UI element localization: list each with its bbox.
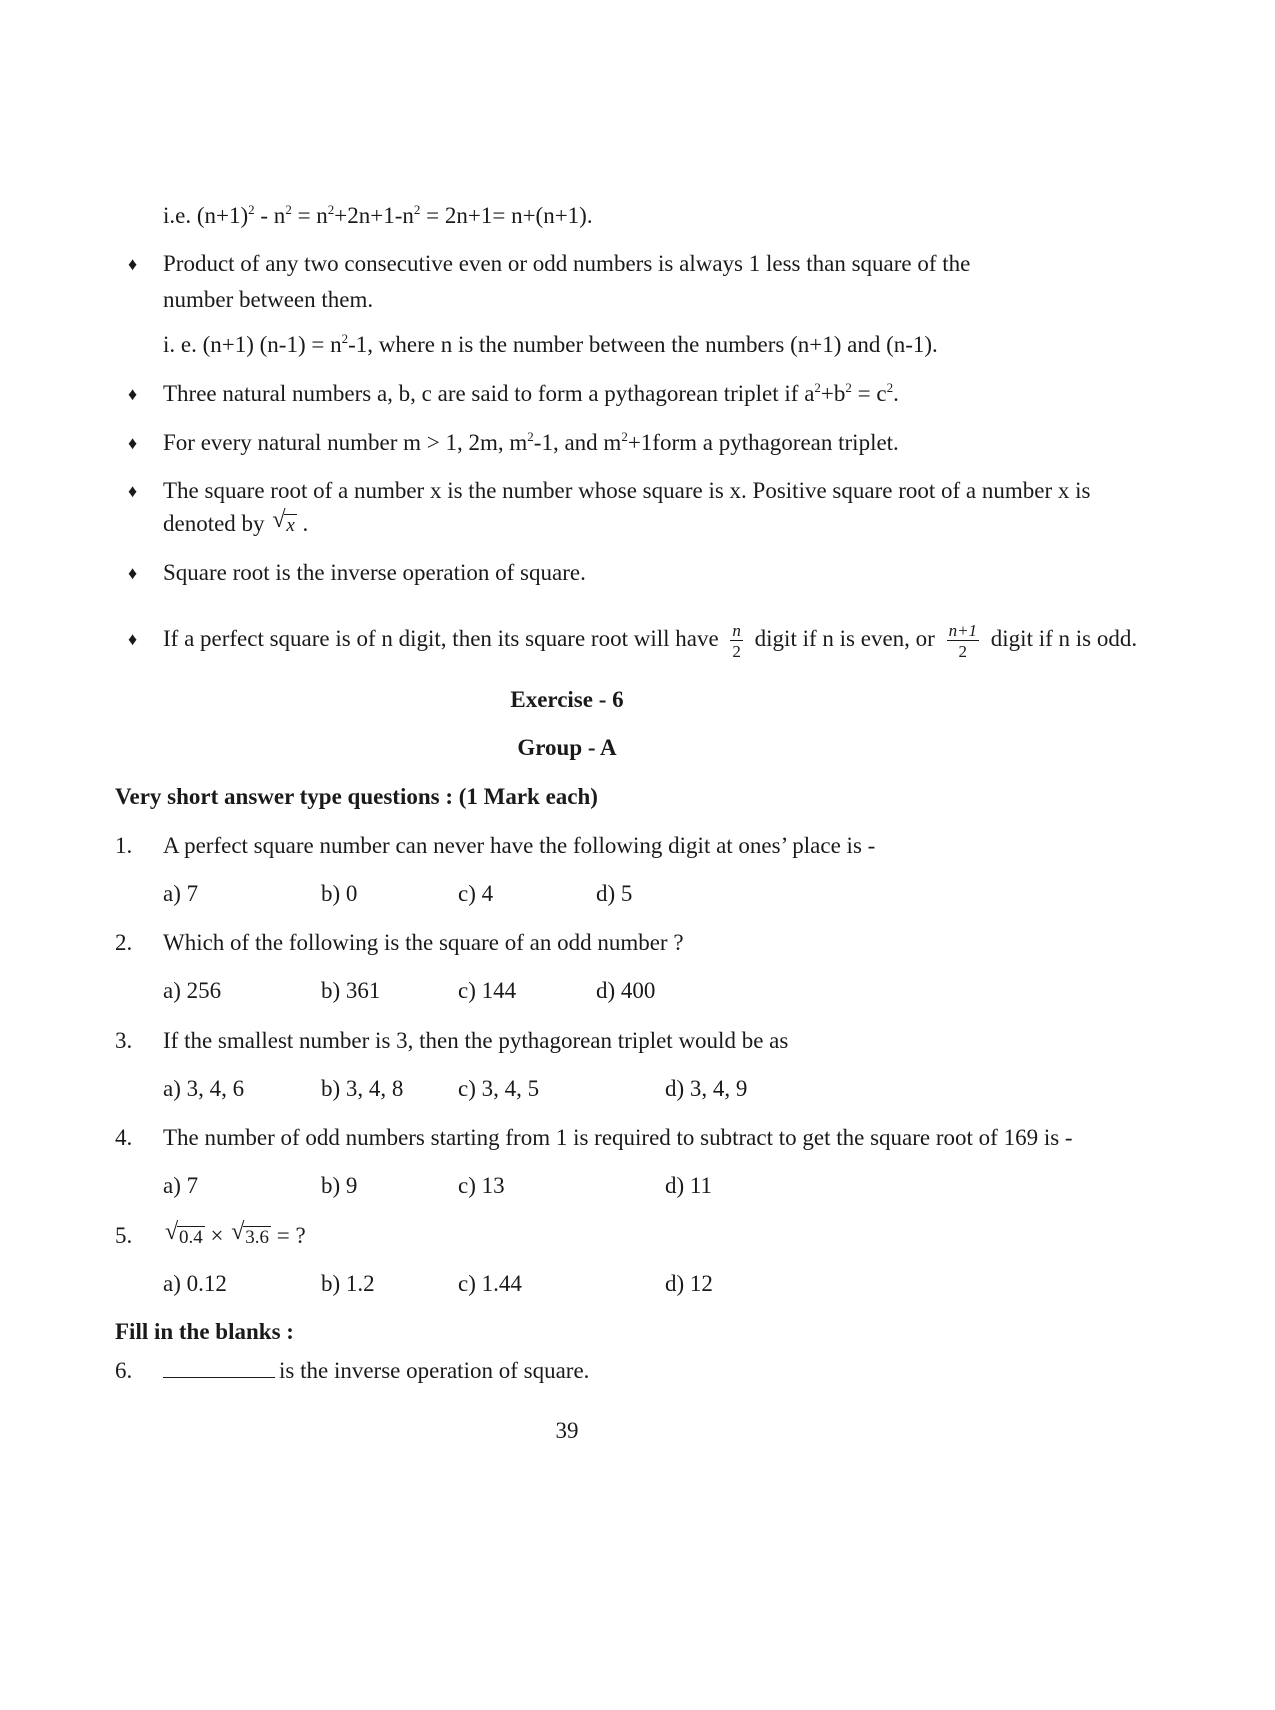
bullet-icon: ♦ bbox=[128, 433, 138, 453]
bullet-icon: ♦ bbox=[128, 254, 138, 274]
option-c: c) 3, 4, 5 bbox=[458, 1076, 540, 1101]
option-a: a) 7 bbox=[163, 881, 199, 906]
bullet-icon: ♦ bbox=[128, 384, 138, 404]
bullet-square-root-def: The square root of a number x is the number whose square is x. Positive square root of a number x is bbox=[163, 478, 1091, 503]
fraction-n-over-2: $\frac{n}{2}$ bbox=[732, 620, 741, 661]
question-number: 6. bbox=[115, 1358, 133, 1383]
option-a: a) 3, 4, 6 bbox=[163, 1076, 245, 1101]
bullet-triplet-formula: For every natural number m > 1, 2m, $m^2-1$, and $m^2+1form$ a pythagorean triplet. bbox=[163, 429, 899, 455]
group-title: Group - A bbox=[517, 735, 617, 760]
question-text: Which of the following is the square of an odd number ? bbox=[163, 930, 684, 955]
question-text-sqrt: √ 0.4 × √ 3.6 = ? bbox=[163, 1218, 306, 1256]
bullet-square-root-def-cont: denoted by √ x . bbox=[163, 506, 308, 544]
section-very-short: Very short answer type questions : (1 Mark each) bbox=[115, 784, 598, 809]
option-b: b) 3, 4, 8 bbox=[321, 1076, 404, 1101]
bullet-pythagorean-triplet: Three natural numbers a, b, c are said to form a pythagorean triplet if $a^2+b^2 = c^2$. bbox=[163, 380, 899, 406]
bullet-consecutive-product: Product of any two consecutive even or odd numbers is always 1 less than square of the number between them. bbox=[163, 251, 971, 312]
option-a: a) 7 bbox=[163, 1173, 199, 1198]
question-text: A perfect square number can never have the following digit at ones’ place is - bbox=[163, 833, 876, 858]
fraction-n-plus-1-over-2: $\frac{n+1}{2}$ bbox=[948, 620, 978, 661]
option-a: a) 0.12 bbox=[163, 1271, 227, 1296]
exercise-title: Exercise - 6 bbox=[510, 687, 624, 712]
question-text: If the smallest number is 3, then the pythagorean triplet would be as bbox=[163, 1028, 789, 1053]
bullet-icon: ♦ bbox=[128, 563, 138, 583]
question-text-blank: is the inverse operation of square. bbox=[163, 1353, 589, 1389]
option-a: a) 256 bbox=[163, 978, 222, 1003]
question-number: 2. bbox=[115, 930, 133, 955]
page-number: 39 bbox=[555, 1418, 579, 1443]
question-number: 3. bbox=[115, 1028, 133, 1053]
sqrt-symbol: √ 3.6 bbox=[231, 1219, 269, 1248]
sqrt-symbol: √ 0.4 bbox=[165, 1219, 203, 1248]
section-fill-blanks: Fill in the blanks : bbox=[115, 1319, 294, 1344]
option-b: b) 9 bbox=[321, 1173, 358, 1198]
option-c: c) 144 bbox=[458, 978, 517, 1003]
option-b: b) 1.2 bbox=[321, 1271, 375, 1296]
bullet-consecutive-product-ie: i. e. (n+1) $(n-1) = n^2-1$, where n is the number between the numbers (n+1) and (n-1). bbox=[163, 331, 938, 357]
sqrt-symbol: √ x bbox=[272, 507, 295, 536]
bullet-inverse-operation: Square root is the inverse operation of square. bbox=[163, 560, 586, 585]
option-d: d) 400 bbox=[596, 978, 656, 1003]
option-c: c) 13 bbox=[458, 1173, 505, 1198]
question-text: The number of odd numbers starting from 1 is required to subtract to get the square root of 169 is - bbox=[163, 1125, 1073, 1150]
question-number: 4. bbox=[115, 1125, 133, 1150]
option-b: b) 361 bbox=[321, 978, 381, 1003]
option-d: d) 12 bbox=[665, 1271, 713, 1296]
blank-line bbox=[163, 1359, 275, 1378]
question-number: 5. bbox=[115, 1223, 133, 1248]
option-d: d) 3, 4, 9 bbox=[665, 1076, 748, 1101]
bullet-icon: ♦ bbox=[128, 481, 138, 501]
identity-line: i.e. $(n+1)^2 - n^2 = n^2+2n+1-n^2 = 2n+1= n+(n+1)$. bbox=[163, 202, 593, 228]
option-c: c) 1.44 bbox=[458, 1271, 522, 1296]
option-c: c) 4 bbox=[458, 881, 494, 906]
bullet-icon: ♦ bbox=[128, 629, 138, 649]
option-d: d) 11 bbox=[665, 1173, 713, 1198]
question-number: 1. bbox=[115, 833, 133, 858]
option-d: d) 5 bbox=[596, 881, 633, 906]
option-b: b) 0 bbox=[321, 881, 358, 906]
bullet-digit-count: If a perfect square is of n digit, then its square root will have $\frac{n}{2}$ digit if n is even, or $\frac{n+1}{2}$ digit if n is odd. bbox=[163, 620, 1138, 661]
